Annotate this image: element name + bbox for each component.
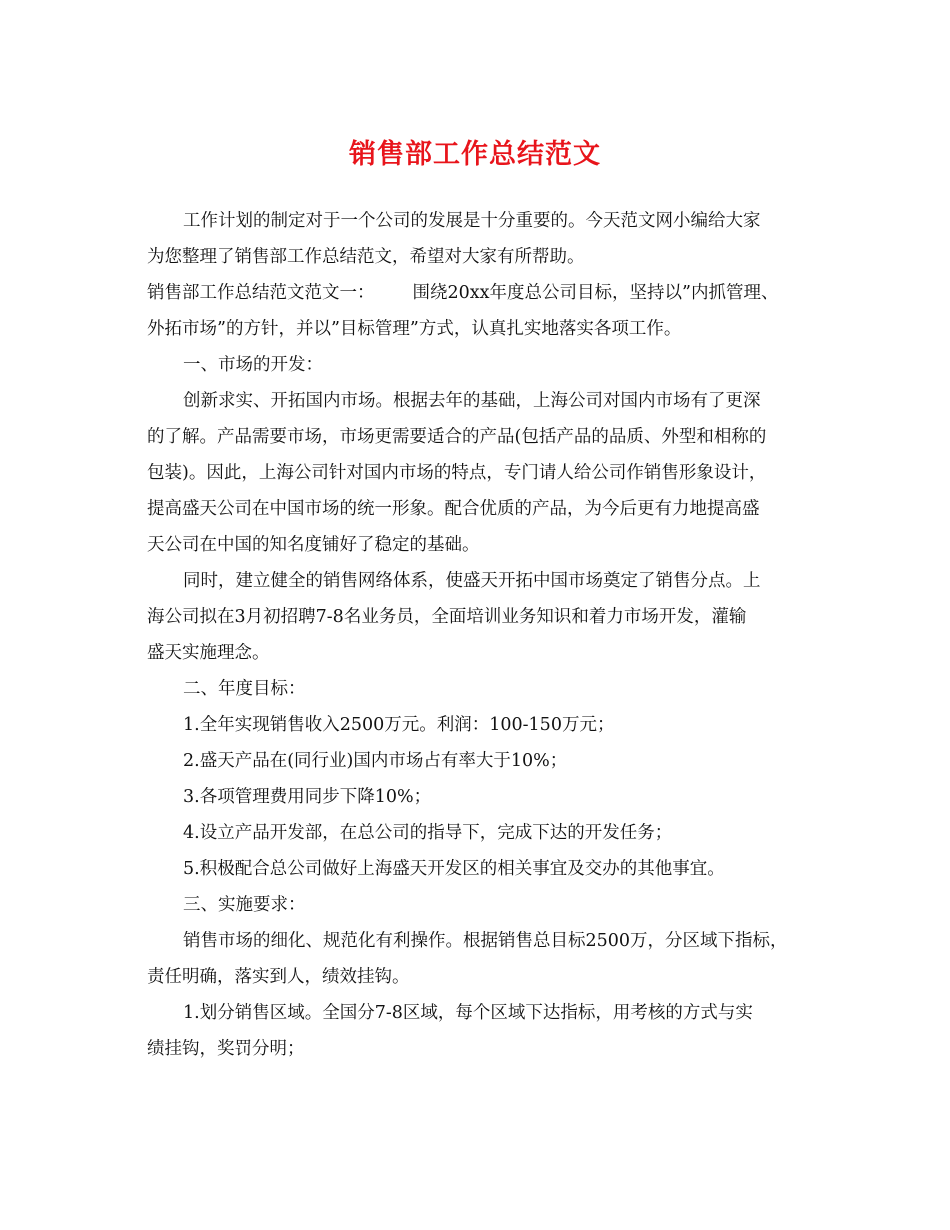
paragraph-line: 绩挂钩，奖罚分明； <box>147 1039 305 1059</box>
paragraph-line: 天公司在中国的知名度铺好了稳定的基础。 <box>147 535 480 555</box>
list-item: 2.盛天产品在(同行业)国内市场占有率大于10%； <box>183 751 568 771</box>
paragraph-line: 海公司拟在3月初招聘7-8名业务员，全面培训业务知识和着力市场开发，灌输 <box>147 607 747 627</box>
paragraph-line: 盛天实施理念。 <box>147 643 270 663</box>
paragraph-line: 责任明确，落实到人，绩效挂钩。 <box>147 967 410 987</box>
paragraph-line: 外拓市场”的方针，并以”目标管理”方式，认真扎实地落实各项工作。 <box>147 319 682 339</box>
list-item: 3.各项管理费用同步下降10%； <box>183 787 432 807</box>
paragraph-line: 销售市场的细化、规范化有利操作。根据销售总目标2500万，分区域下指标， <box>183 931 788 951</box>
paragraph-line: 为您整理了销售部工作总结范文，希望对大家有所帮助。 <box>147 247 585 267</box>
list-item: 1.划分销售区域。全国分7-8区域，每个区域下达指标，用考核的方式与实 <box>183 1003 753 1023</box>
paragraph-text: 围绕20xx年度总公司目标，坚持以”内抓管理、 <box>412 283 779 303</box>
section-heading: 二、年度目标： <box>183 679 306 699</box>
paragraph-line: 的了解。产品需要市场，市场更需要适合的产品(包括产品的品质、外型和相称的 <box>147 427 767 447</box>
section-heading: 销售部工作总结范文范文一： <box>147 283 375 303</box>
section-heading: 一、市场的开发： <box>183 355 323 375</box>
document-title: 销售部工作总结范文 <box>349 139 601 170</box>
paragraph-line: 同时，建立健全的销售网络体系，使盛天开拓中国市场奠定了销售分点。上 <box>183 571 761 591</box>
paragraph-line <box>147 282 778 304</box>
paragraph-line: 提高盛天公司在中国市场的统一形象。配合优质的产品，为今后更有力地提高盛 <box>147 499 760 519</box>
list-item: 1.全年实现销售收入2500万元。利润：100-150万元； <box>183 715 615 735</box>
list-item: 5.积极配合总公司做好上海盛天开发区的相关事宜及交办的其他事宜。 <box>183 859 725 879</box>
list-item: 4.设立产品开发部，在总公司的指导下，完成下达的开发任务； <box>183 823 673 843</box>
paragraph-line: 创新求实、开拓国内市场。根据去年的基础，上海公司对国内市场有了更深 <box>183 391 761 411</box>
paragraph-line: 包装)。因此，上海公司针对国内市场的特点，专门请人给公司作销售形象设计， <box>147 463 767 483</box>
section-heading: 三、实施要求： <box>183 895 306 915</box>
paragraph-line: 工作计划的制定对于一个公司的发展是十分重要的。今天范文网小编给大家 <box>183 211 761 231</box>
